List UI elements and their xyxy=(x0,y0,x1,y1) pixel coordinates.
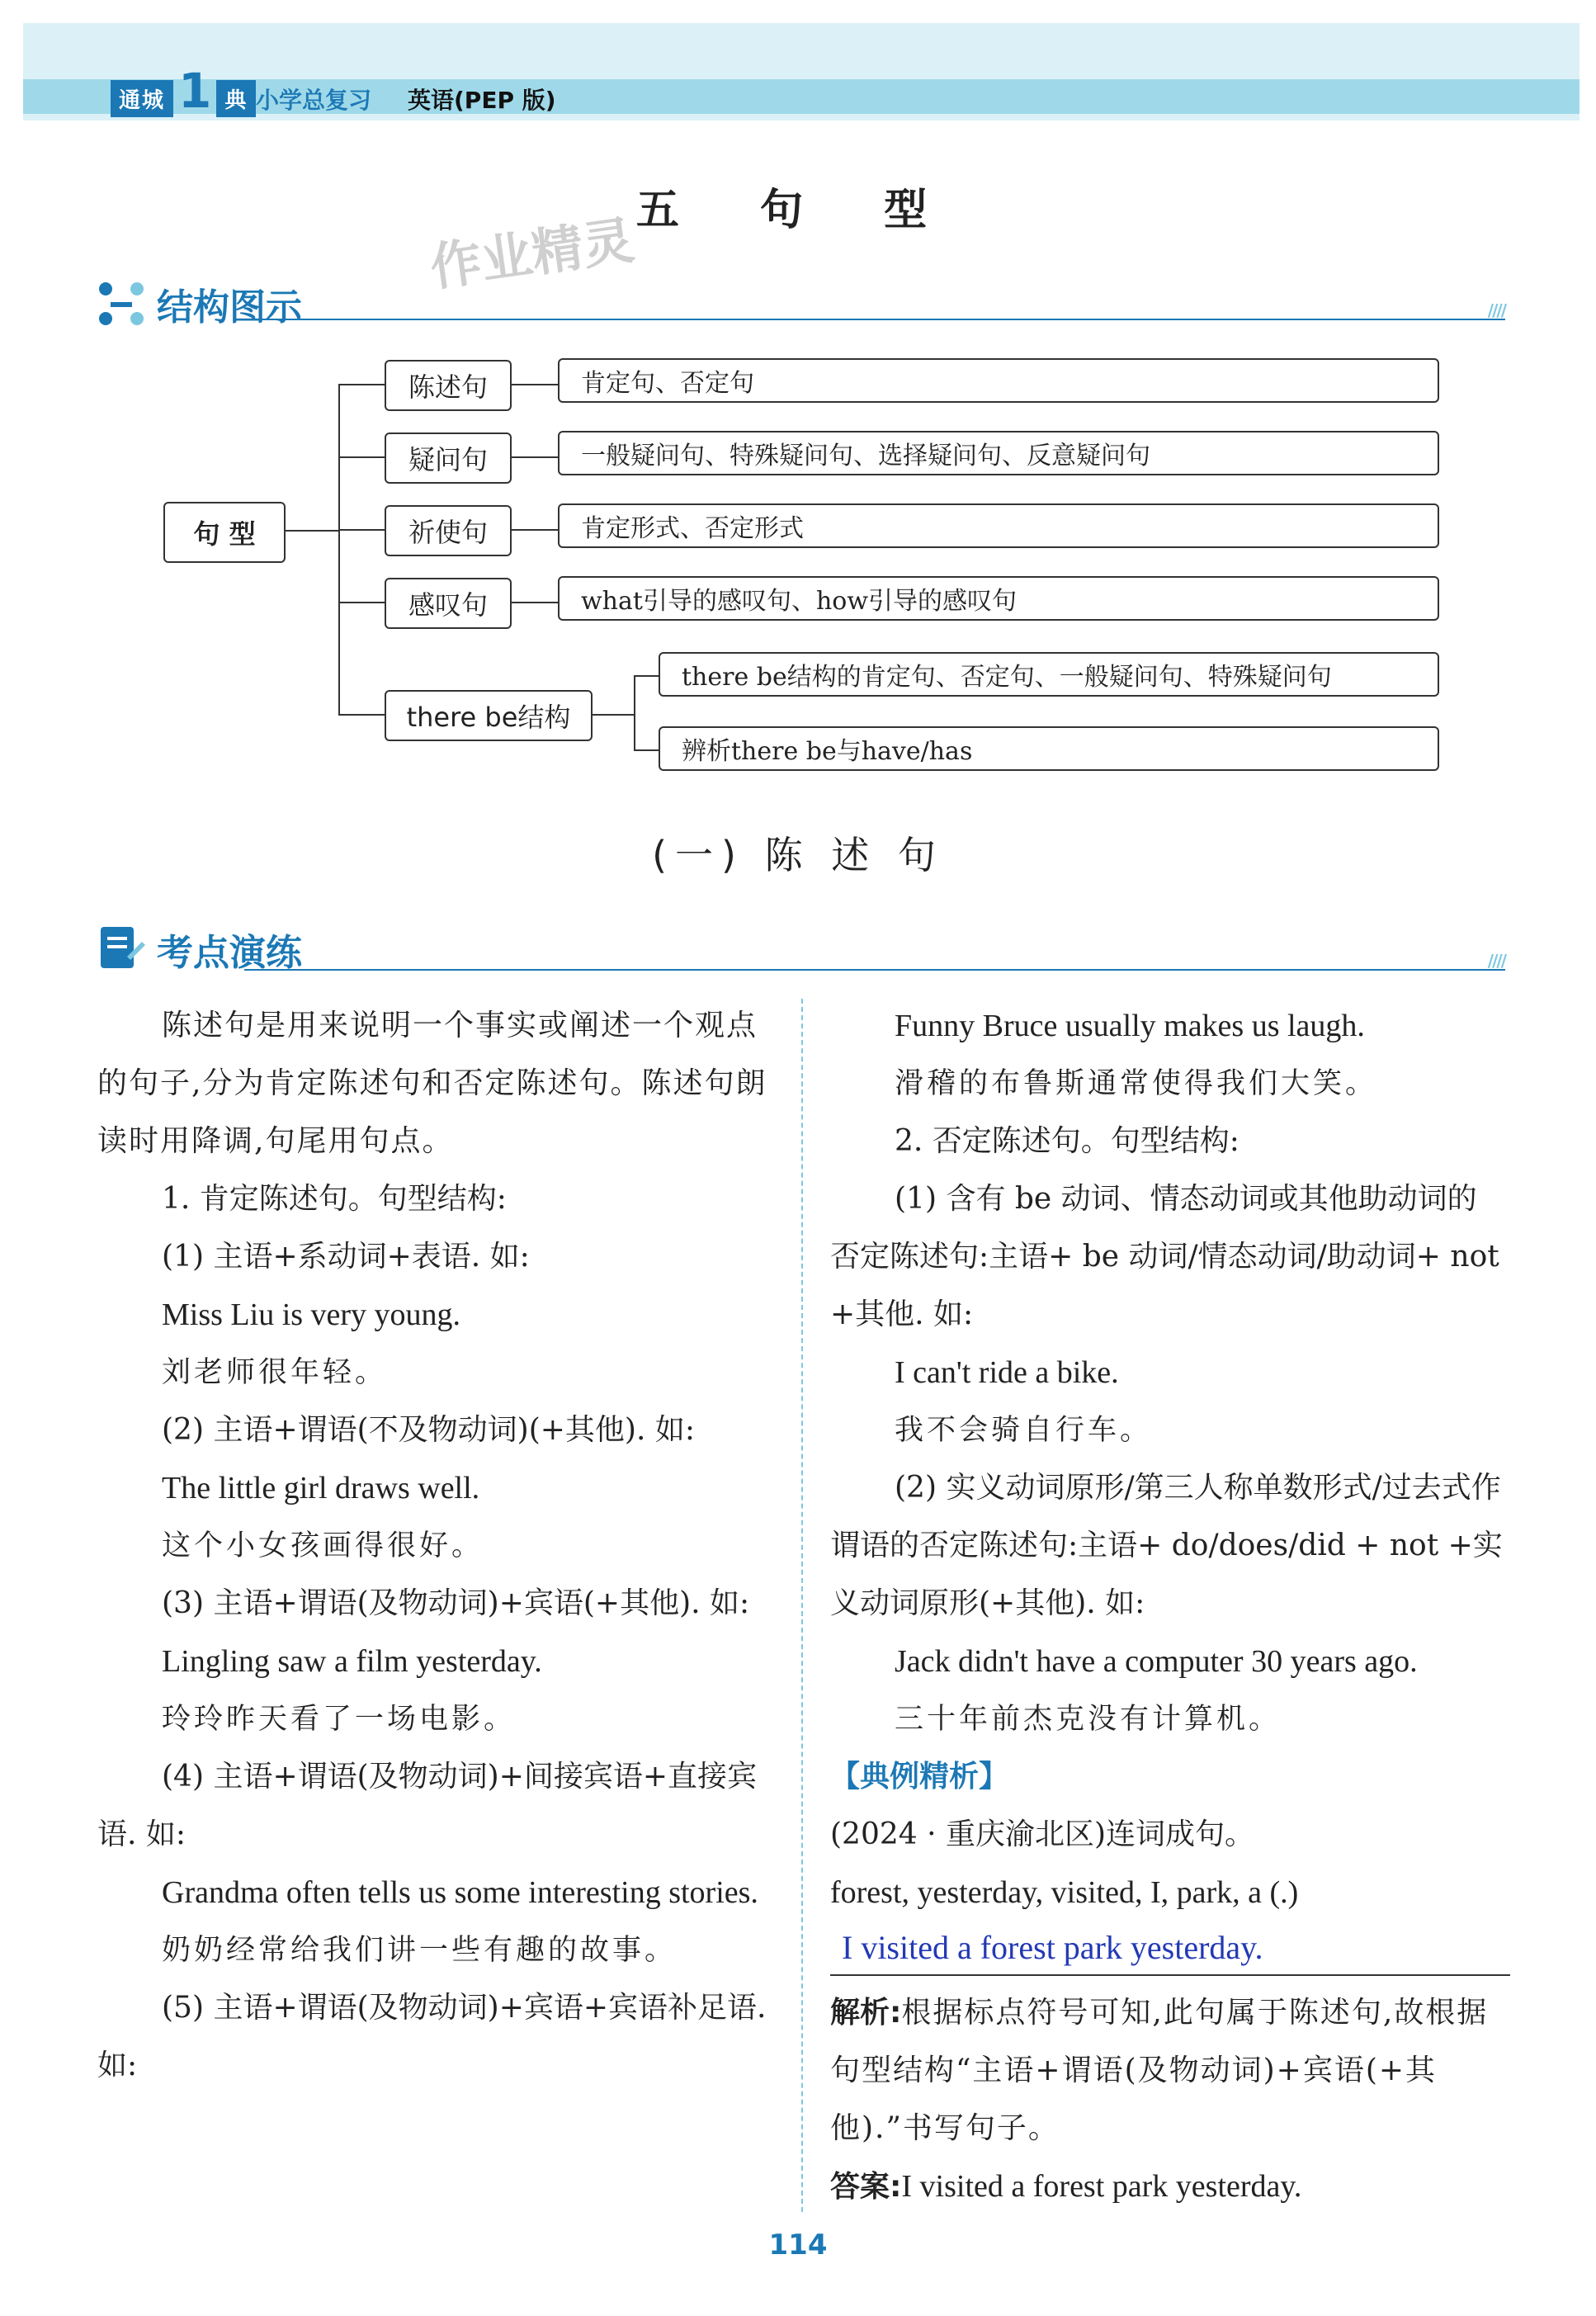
connector xyxy=(510,602,558,603)
rule-heading: 1. 肯定陈述句。句型结构: xyxy=(162,1182,507,1216)
rule-heading: 2. 否定陈述句。句型结构: xyxy=(895,1124,1239,1158)
section-heading-structure xyxy=(97,277,1505,330)
answer-label: 答案: xyxy=(830,2170,902,2204)
analysis xyxy=(830,1984,1505,2158)
connector xyxy=(510,456,558,458)
stripe-decoration: //// xyxy=(1487,300,1505,320)
rule-item: (4) 主语+谓语(及物动词)+间接宾语+直接宾语. 如: xyxy=(97,1760,758,1851)
example-cn: 这个小女孩画得很好。 xyxy=(162,1529,484,1562)
rule-item: (3) 主语+谓语(及物动词)+宾语(+其他). 如: xyxy=(162,1586,750,1620)
answer xyxy=(830,2158,1505,2216)
branch-imperative: 祈使句 xyxy=(385,505,512,556)
question-source: (2024 · 重庆渝北区)连词成句。 xyxy=(830,1817,1255,1851)
connector xyxy=(338,384,340,716)
connector xyxy=(634,749,659,751)
structure-icon xyxy=(97,281,145,327)
branch-declarative: 陈述句 xyxy=(385,360,512,411)
connector xyxy=(338,714,385,716)
connector xyxy=(591,714,635,716)
answer-text: I visited a forest park yesterday. xyxy=(901,2169,1302,2204)
example-cn: 刘老师很年轻。 xyxy=(162,1356,388,1389)
example-en: Grandma often tells us some interesting stories. xyxy=(162,1875,758,1910)
connector xyxy=(338,384,385,385)
section-title-structure: 结构图示 xyxy=(157,286,302,328)
example-en: Lingling saw a film yesterday. xyxy=(162,1644,542,1679)
notebook-icon xyxy=(97,924,145,975)
example-cn: 滑稽的布鲁斯通常使得我们大笑。 xyxy=(895,1067,1378,1100)
page-number: 114 xyxy=(768,2229,828,2262)
rule-item: (2) 主语+谓语(不及物动词)(+其他). 如: xyxy=(162,1413,695,1447)
example-cn: 我不会骑自行车。 xyxy=(895,1414,1153,1447)
connector xyxy=(284,530,340,532)
connector xyxy=(634,675,659,677)
left-column xyxy=(97,997,772,2095)
analysis-text: 根据标点符号可知,此句属于陈述句,故根据句型结构“主语+谓语(及物动词)+宾语(+其他).”书写句子。 xyxy=(830,1996,1489,2145)
subsection-title: (一) 陈 述 句 xyxy=(652,833,944,877)
example-cn: 玲玲昨天看了一场电影。 xyxy=(162,1703,517,1736)
series-badge xyxy=(111,63,256,119)
connector xyxy=(338,529,385,531)
detail-there-be-1: there be结构的肯定句、否定句、一般疑问句、特殊疑问句 xyxy=(659,652,1439,697)
analysis-label: 解析: xyxy=(830,1996,902,2030)
section-heading-practice xyxy=(97,923,1505,976)
example-en: The little girl draws well. xyxy=(162,1471,480,1505)
detail-exclamatory: what引导的感叹句、how引导的感叹句 xyxy=(558,576,1439,621)
question-words: forest, yesterday, visited, I, park, a (.) xyxy=(830,1875,1299,1910)
example-cn: 三十年前杰克没有计算机。 xyxy=(895,1703,1282,1736)
answer-line: I visited a forest park yesterday. xyxy=(830,1921,1510,1976)
column-divider xyxy=(801,999,803,2212)
subject-title: 英语(PEP 版) xyxy=(408,87,556,114)
connector xyxy=(338,456,385,458)
rule-item: (1) 主语+系动词+表语. 如: xyxy=(162,1240,530,1274)
example-tag: 【典例精析】 xyxy=(830,1760,1009,1794)
section-title-practice: 考点演练 xyxy=(157,932,302,974)
connector xyxy=(510,384,558,385)
rule-item: (2) 实义动词原形/第三人称单数形式/过去式作谓语的否定陈述句:主语+ do/does/did + not +实义动词原形(+其他). 如: xyxy=(830,1471,1503,1620)
section-rule xyxy=(244,969,1505,971)
section-rule xyxy=(244,319,1505,320)
intro-paragraph: 陈述句是用来说明一个事实或阐述一个观点的句子,分为肯定陈述句和否定陈述句。陈述句朗读时用降调,句尾用句点。 xyxy=(97,1009,767,1158)
rule-item: (1) 含有 be 动词、情态动词或其他助动词的否定陈述句:主语+ be 动词/情态动词/助动词+ not +其他. 如: xyxy=(830,1182,1499,1331)
detail-imperative: 肯定形式、否定形式 xyxy=(558,503,1439,548)
example-en: Jack didn't have a computer 30 years ago. xyxy=(895,1644,1418,1679)
connector xyxy=(634,675,635,751)
example-cn: 奶奶经常给我们讲一些有趣的故事。 xyxy=(162,1934,678,1967)
rule-item: (5) 主语+谓语(及物动词)+宾语+宾语补足语. 如: xyxy=(97,1991,767,2082)
detail-declarative: 肯定句、否定句 xyxy=(558,358,1439,403)
right-column xyxy=(830,997,1505,2216)
series-title: 小学总复习 xyxy=(256,87,372,114)
branch-interrogative: 疑问句 xyxy=(385,432,512,484)
stripe-decoration: //// xyxy=(1487,951,1505,971)
badge-left: 通城 xyxy=(111,80,173,117)
connector xyxy=(510,529,558,531)
connector xyxy=(338,602,385,603)
branch-there-be: there be结构 xyxy=(385,690,593,741)
watermark: 作业精灵 xyxy=(426,210,638,298)
example-en: Miss Liu is very young. xyxy=(162,1297,461,1332)
badge-one: 1 xyxy=(178,63,212,119)
branch-exclamatory: 感叹句 xyxy=(385,578,512,629)
chapter-title: 五 句 型 xyxy=(635,185,961,235)
diagram-root: 句 型 xyxy=(163,502,286,563)
example-en: Funny Bruce usually makes us laugh. xyxy=(895,1009,1365,1043)
detail-there-be-2: 辨析there be与have/has xyxy=(659,726,1439,771)
example-en: I can't ride a bike. xyxy=(895,1355,1119,1390)
badge-right: 典 xyxy=(216,80,256,117)
detail-interrogative: 一般疑问句、特殊疑问句、选择疑问句、反意疑问句 xyxy=(558,431,1439,475)
